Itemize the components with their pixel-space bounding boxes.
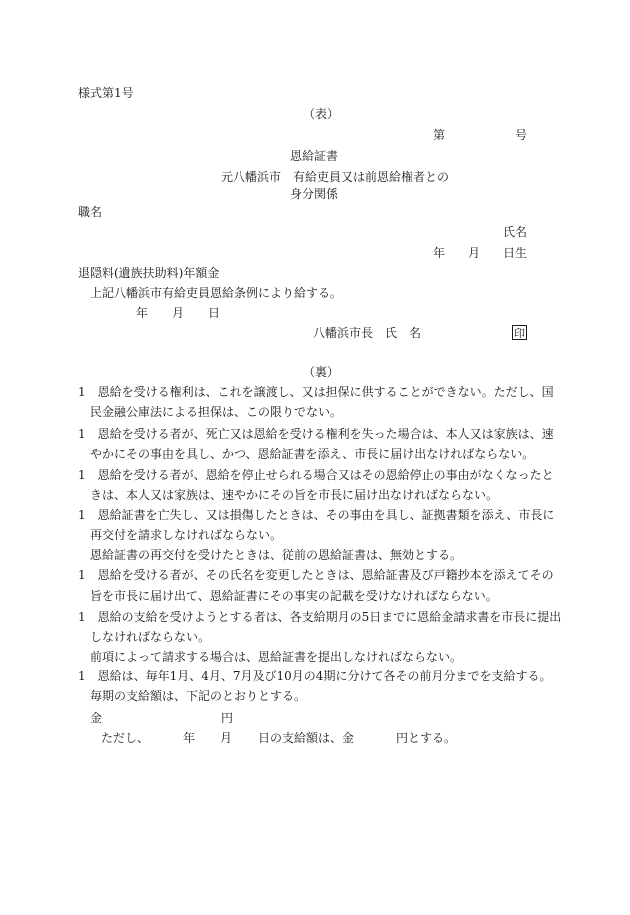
amount-prefix: 金: [90, 711, 103, 725]
issue-month: 月: [172, 306, 185, 320]
back-line: 1 恩給を受ける権利は、これを譲渡し、又は担保に供することができない。ただし、国: [78, 385, 554, 399]
back-line: 再交付を請求しなければならない。: [90, 528, 283, 542]
back-line: 恩給証書の再交付を受けたときは、従前の恩給証書は、無効とする。: [90, 548, 463, 562]
back-line: 前項によって請求する場合は、恩給証書を提出しなければならない。: [90, 650, 463, 664]
form-number: 様式第1号: [78, 86, 134, 100]
back-line: 1 恩給を受ける者が、恩給を停止せられる場合又はその恩給停止の事由がなくなったと: [78, 468, 554, 482]
dob-month: 月: [468, 246, 481, 260]
back-line: 1 恩給証書を亡失し、又は損傷したときは、その事由を具し、証拠書類を添え、市長に: [78, 508, 555, 522]
proviso-month: 月: [220, 731, 233, 745]
back-line: しなければならない。: [90, 630, 211, 644]
back-line: きは、本人又は家族は、速やかにその旨を市長に届け出なければならない。: [90, 488, 499, 502]
front-side-label: （表）: [303, 107, 340, 121]
back-line: 旨を市長に届け出て、恩給証書にその事実の記載を受けなければならない。: [90, 589, 498, 603]
back-line: 1 恩給は、毎年1月、4月、7月及び10月の4期に分けて各その前月分までを支給する。: [78, 669, 552, 683]
relation-line-1: 元八幡浜市 有給吏員又は前恩給権者との: [221, 170, 450, 184]
back-line: 毎期の支給額は、下記のとおりとする。: [90, 689, 307, 703]
back-line: やかにその事由を具し、かつ、恩給証書を添え、市長に届け出なければならない。: [90, 447, 535, 461]
mayor-label: 八幡浜市長 氏 名: [313, 326, 422, 340]
back-line: 民金融公庫法による担保は、この限りでない。: [90, 405, 343, 419]
post-label: 職名: [78, 205, 103, 219]
grant-statement: 上記八幡浜市有給吏員恩給条例により給する。: [90, 286, 343, 300]
dob-day: 日生: [503, 246, 528, 260]
relation-line-2: 身分関係: [290, 187, 339, 201]
proviso-end: 円とする。: [396, 731, 457, 745]
dob-year: 年: [433, 246, 446, 260]
number-prefix: 第: [433, 128, 446, 142]
amount-suffix: 円: [221, 711, 234, 725]
number-suffix: 号: [515, 128, 528, 142]
back-line: 1 恩給の支給を受けようとする者は、各支給期月の5日までに恩給金請求書を市長に提出: [78, 610, 562, 624]
annuity-label: 退隠料(遺族扶助料)年額金: [78, 266, 220, 280]
back-line: 1 恩給を受ける者が、その氏名を変更したときは、恩給証書及び戸籍抄本を添えてその: [78, 568, 554, 582]
certificate-title: 恩給証書: [290, 149, 339, 163]
back-side-label: （裏）: [303, 365, 340, 379]
back-line: 1 恩給を受ける者が、死亡又は恩給を受ける権利を失った場合は、本人又は家族は、速: [78, 427, 554, 441]
seal-mark: 印: [514, 327, 525, 340]
proviso-start: ただし、: [101, 731, 150, 745]
issue-day: 日: [208, 306, 221, 320]
name-label: 氏名: [503, 225, 528, 239]
proviso-year: 年: [183, 731, 196, 745]
issue-year: 年: [136, 306, 149, 320]
proviso-mid: 日の支給額は、金: [258, 731, 355, 745]
